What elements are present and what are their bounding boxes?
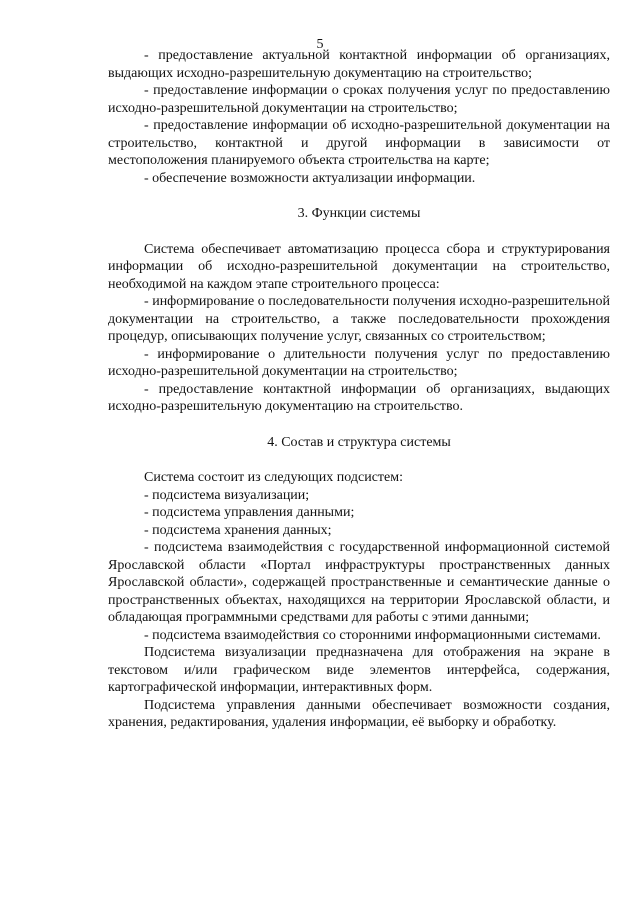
list-item-text: - предоставление актуальной контактной информации об организациях, выдающих исходно-разрешительную документацию на строительство; [108, 48, 610, 81]
list-item [108, 381, 610, 416]
list-item [108, 346, 610, 381]
list-item-text: - предоставление информации о сроках получения услуг по предоставлению исходно-разрешительной документации на строительство; [108, 83, 610, 116]
list-item-text: - предоставление контактной информации об организациях, выдающих исходно-разрешительную документацию на строительство. [108, 381, 610, 414]
list-item [108, 504, 610, 522]
list-item [108, 117, 610, 170]
list-item-text: - информирование о последовательности получения исходно-разрешительной документации на строительство, а также последовательности прохождения процедур, описывающих получение услуг, связанных со строительством; [108, 294, 610, 344]
paragraph: Подсистема управления данными обеспечивает возможности создания, хранения, редактирования, удаления информации, её выборку и обработку. [108, 697, 610, 730]
list-item-text: - обеспечение возможности актуализации информации. [144, 170, 476, 186]
paragraph: Система состоит из следующих подсистем: [144, 470, 403, 485]
page-number: 5 [316, 37, 324, 52]
list-item-text: - предоставление информации об исходно-разрешительной документации на строительство, контактной и другой информации в зависимости от местоположения планируемого объекта строительства на карте; [108, 118, 610, 168]
section-heading: 3. Функции системы [297, 206, 421, 221]
list-item [108, 47, 610, 82]
list-item-text: - подсистема визуализации; [144, 487, 310, 503]
list-item-text: - подсистема взаимодействия со сторонними информационными системами. [144, 627, 601, 643]
list-item-text: - подсистема управления данными; [144, 505, 355, 520]
section-heading: 4. Состав и структура системы [267, 434, 451, 450]
list-item [108, 522, 610, 540]
list-item [108, 487, 610, 505]
list-item-text: - подсистема взаимодействия с государственной информационной системой Ярославской области «Портал инфраструктуры пространственных данных Ярославской области», содержащей пространственные и семантические данные о пространственных объектах, находящихся на территории Ярославской области, и обладающая программными средствами для работы с этими данными; [108, 540, 610, 625]
document-body [108, 47, 610, 732]
paragraph: Система обеспечивает автоматизацию процесса сбора и структурирования информации об исходно-разрешительной документации на строительство, необходимой на каждом этапе строительного процесса: [108, 241, 610, 292]
list-item-text: - подсистема хранения данных; [144, 522, 332, 538]
list-item [108, 170, 610, 188]
list-item [108, 627, 610, 645]
list-item [108, 539, 610, 627]
list-item-text: - информирование о длительности получения услуг по предоставлению исходно-разрешительной документации на строительство; [108, 346, 610, 379]
list-item [108, 82, 610, 117]
paragraph: Подсистема визуализации предназначена для отображения на экране в текстовом и/или графическом виде элементов интерфейса, содержания, картографической информации, интерактивных форм. [108, 645, 610, 695]
list-item [108, 293, 610, 346]
